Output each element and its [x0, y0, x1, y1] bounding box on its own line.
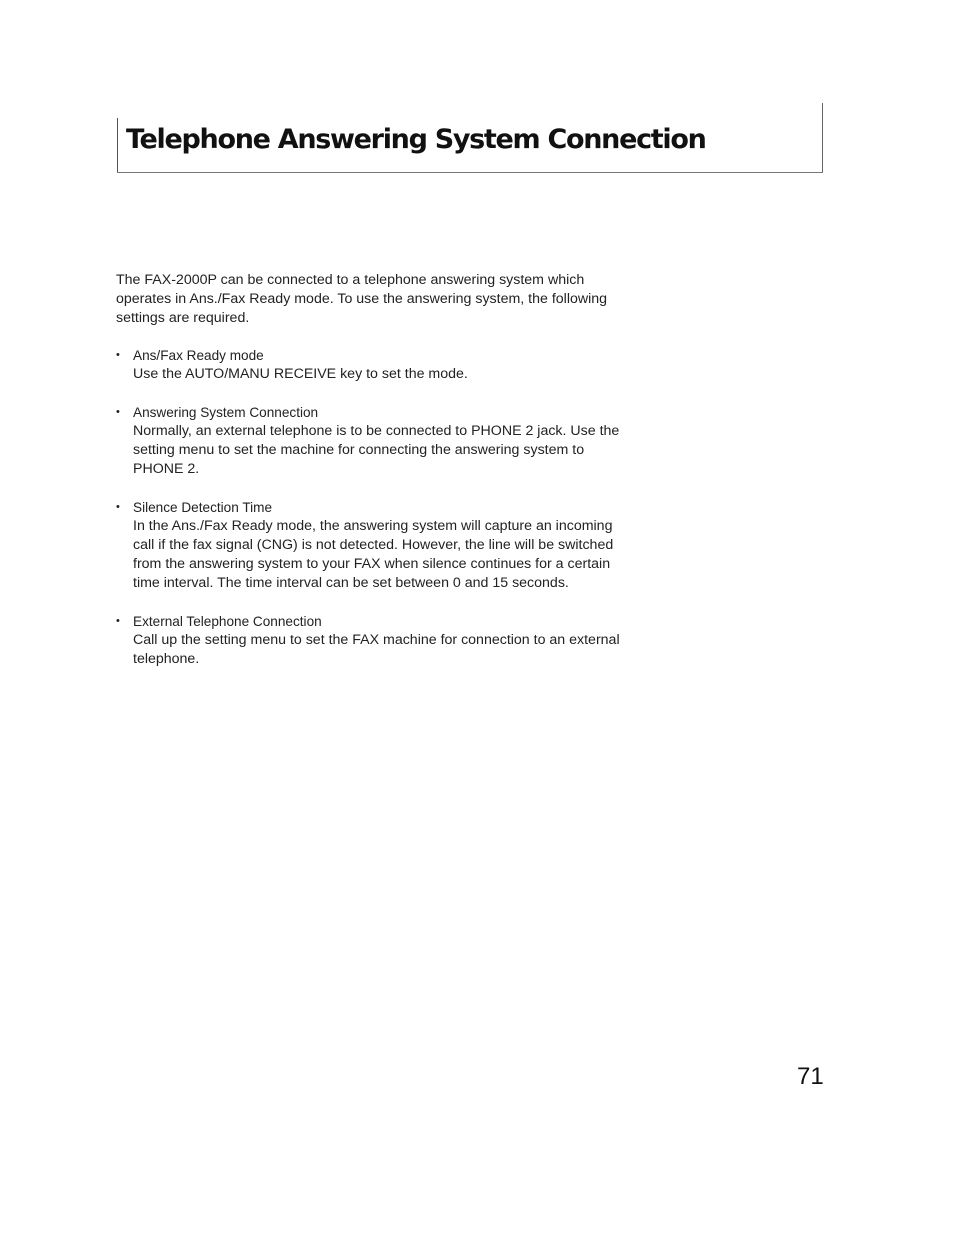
list-item-title: Ans/Fax Ready mode: [133, 348, 264, 363]
header-underline: [117, 172, 823, 173]
list-item: [116, 403, 636, 479]
list-item: [116, 346, 636, 384]
page-number: 71: [797, 1063, 824, 1090]
list-item-title: Silence Detection Time: [133, 500, 273, 515]
list-item-body: Call up the setting menu to set the FAX machine for connection to an external telephone.: [133, 632, 620, 667]
bullet-icon: •: [116, 349, 120, 361]
list-item-title: Answering System Connection: [133, 405, 319, 420]
list-item-title: External Telephone Connection: [133, 614, 322, 629]
settings-list: [116, 346, 636, 669]
header-frame-right-rule: [822, 103, 823, 173]
list-item-body: Use the AUTO/MANU RECEIVE key to set the mode.: [133, 366, 468, 382]
bullet-icon: •: [116, 501, 120, 513]
list-item-body: In the Ans./Fax Ready mode, the answering system will capture an incoming call if the fax signal (CNG) is not detected. However, the line will be switched from the answering system to your FAX when silence continues for a certain time interval. The time interval can be set between 0 and 15 seconds.: [133, 518, 614, 591]
bullet-icon: •: [116, 406, 120, 418]
bullet-icon: •: [116, 615, 120, 627]
list-item: [116, 498, 636, 593]
header-frame-left-rule: [117, 118, 118, 172]
intro-paragraph: The FAX-2000P can be connected to a telephone answering system which operates in Ans./Fax Ready mode. To use the answering system, the following settings are required.: [116, 272, 608, 326]
list-item: [116, 612, 636, 669]
page-title: Telephone Answering System Connection: [126, 124, 706, 155]
list-item-body: Normally, an external telephone is to be connected to PHONE 2 jack. Use the setting menu to set the machine for connecting the answering system to PHONE 2.: [133, 423, 620, 477]
